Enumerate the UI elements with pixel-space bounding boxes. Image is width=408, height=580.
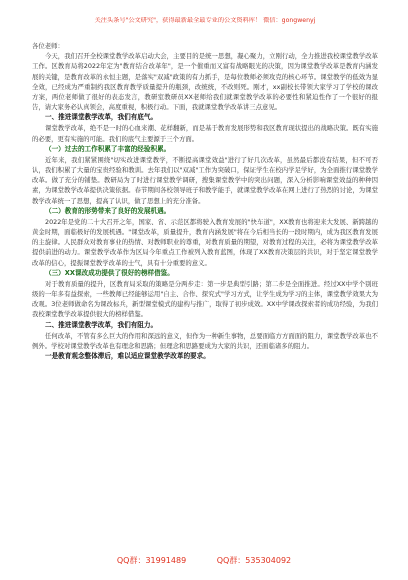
body-paragraph: 今天，我们召开全校课堂教学改革启动大会，主要目的是统一思想，凝心聚力，立刚行动，全力推进我校课堂教学改革工作。区教育局将2022年定为"教育结合改革年"，是一个催重而又富有战略眼光的决策，因为课堂教学改革是教育内涵发展的关键，是教育改革的永恒主题，是落实"双减"政策的有力抓手，是每位教师必须攻克的核心环节。课堂教学的低效为显全效，已经成为严重制约我区教育教学质量提升的瓶颈，改统统，不改则死。刚才，xx副校长带领大家学习了学校的课改方案，两位老师做了很好的表态发言，教研室教研员XX老师给我们就课堂教学改革的必要性和紧迫性作了一个很好的报告，请大家务必认真领会，高度重视，积极行动。下面，我就课堂教学改革讲三点意见。 bbox=[32, 52, 378, 112]
document-body bbox=[32, 41, 378, 362]
header-banner: 关注头条号"公文研究"，获得最新最全最专业的公文资料库！ 微信：gongwenyj bbox=[94, 17, 316, 24]
greeting: 各位老师： bbox=[32, 42, 64, 50]
body-paragraph: 近年来，我们紧紧围绕"切实改进课堂教学，不断提高课堂效益"进行了好几次改革，虽然最后都没有结果，但不可否认，我们积累了大量的宝贵经验和教训。去年我们以"双减"工作为突破口，保证学生在校内学足学好，为全面推行课堂教学改革。做了充分的铺垫。教研局为了时进行课堂教学调研，搜集课堂教学中的突出问题，深入分析影响课堂效益的种种因素，为课堂教学改革提供决策依据。春节期间各校领导班子和教学能手，就课堂教学改革在网上进行了热烈的讨论，为课堂教学改革统一了思想，提高了认识，做了思想上的充分准备。 bbox=[32, 155, 378, 205]
body-paragraph: 对于教育质量的提升，区教育局采取的策略是分两步走：第一步是典型引路；第二步是全面推进。经过XX中学个别班级的一年多有益探索，一些教师已经能够运用"自主、合作、探究式"学习方式，让学生成为学习的主体，课堂教学效果大为改观。3位老师做命名为课改标兵，新型课堂模式的建构与推广，取得了初步成效。XX中学课改探索者的成功经验，为我们我校课堂教学改革提供很大的榜样借鉴。 bbox=[32, 279, 378, 319]
footer-qq-group-2: QQ群：535304092 bbox=[216, 556, 292, 565]
body-paragraph: 课堂教学改革，绝不是一时的心血来潮、花样翻新，而是基于教育发展形势和我区教育现状提出的战略决策。既有实施的必要，更有实施的可能。我们的底气主要源于三个方面。 bbox=[32, 124, 378, 143]
footer-qq-group-1: QQ群：31991489 bbox=[116, 556, 187, 565]
section-heading: 一是教育观念整体滞后，难以适应课堂教学改革的要求。 bbox=[45, 352, 210, 361]
footer-contacts bbox=[0, 556, 408, 566]
section-heading: （二）教育的形势带来了良好的发展机遇。 bbox=[45, 206, 171, 215]
body-paragraph: 任何改革，不管有多么巨大的作用和深远的意义，但作为一种新生事物，总要面临方方面面的阻力，课堂教学改革也不例外。学校对课堂教学改革也有理念和思路；但理念和思路要成为大家的共识，还面临诸多的阻力。 bbox=[32, 331, 378, 350]
section-heading: （三）XX课改成功提供了很好的榜样借鉴。 bbox=[45, 268, 174, 277]
section-heading: 一、推进课堂教学改革，我们有底气。 bbox=[45, 113, 158, 122]
section-heading: （一）过去的工作积累了丰富的经验积累。 bbox=[45, 144, 171, 153]
paragraph-list bbox=[32, 51, 378, 362]
section-heading: 二、推进课堂教学改革，我们有阻力。 bbox=[45, 320, 158, 329]
body-paragraph: 2022年是党的二十大召开之年，国家、省、示范区都将驶入教育发展的"快车道"，XX教育也将迎来大发展、新跨越的黄金时期，面临极好的发展机遇。"课堂改革，质量提升，教育内涵发展"将在今后相当长的一段时期内，成为我区教育发展的主旋律。人民群众对教育事业的热情、对教师职业的尊重，对教育质量的期望，对教育过程的关注，必将为课堂教学改革提供前进的动力。课堂教学改革作为区局今年重点工作被列入教育蓝图，体现了XX教育决策层的共识，对于坚定课堂教学改革的信心，提振课堂教学改革的士气，具有十分重要的意义。 bbox=[32, 217, 378, 267]
